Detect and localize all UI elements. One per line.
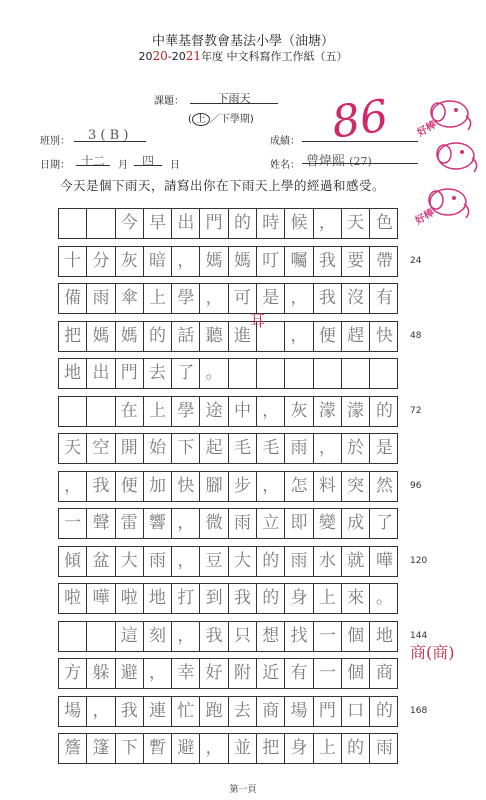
essay-cell: [59, 622, 87, 651]
essay-cell: 出: [87, 359, 115, 388]
essay-cell: 啦: [116, 584, 144, 613]
essay-cell: 幸: [172, 659, 200, 688]
worksheet-title: [0, 48, 486, 64]
essay-cell: 雷: [116, 509, 144, 538]
essay-cell: 雨: [229, 509, 257, 538]
essay-prompt: 今天是個下雨天，請寫出你在下雨天上學的經過和感受。: [60, 178, 386, 193]
essay-cell: ，: [201, 284, 229, 313]
essay-cell: ，: [201, 734, 229, 763]
essay-cell: 的: [257, 547, 285, 576]
class-label: 班別：: [40, 136, 70, 147]
essay-cell: 地: [144, 584, 172, 613]
essay-cell: 候: [285, 209, 313, 238]
essay-cell: 便: [116, 472, 144, 501]
essay-cell: ，: [285, 284, 313, 313]
essay-cell: 的: [229, 209, 257, 238]
essay-cell: 就: [342, 547, 370, 576]
essay-cell: 身: [285, 734, 313, 763]
essay-cell: 水: [314, 547, 342, 576]
date-day: 四: [134, 152, 162, 166]
essay-cell: 空: [87, 434, 115, 463]
topic-value: 下雨天: [190, 90, 278, 104]
essay-cell: 色: [375, 213, 393, 233]
essay-cell: ，: [285, 322, 313, 351]
essay-cell: 便: [314, 322, 342, 351]
essay-cell: 雨: [144, 547, 172, 576]
essay-cell: ，: [172, 247, 200, 276]
date-month: 十二: [76, 152, 110, 166]
essay-cell: 早: [144, 209, 172, 238]
essay-cell: 濛: [342, 397, 370, 426]
semester-line: ( 上 ／下學期): [188, 114, 254, 125]
word-count-label: 144: [410, 630, 428, 641]
word-count-label: 96: [410, 480, 422, 491]
essay-cell: 傾: [59, 547, 87, 576]
essay-cell: 天: [342, 209, 370, 238]
essay-cell: 一: [314, 659, 342, 688]
essay-cell: 上: [314, 584, 342, 613]
essay-cell: 媽: [201, 247, 229, 276]
essay-cell: 的: [144, 322, 172, 351]
teacher-correction: 商(商): [410, 643, 455, 662]
essay-row: [58, 733, 398, 764]
essay-cell: 門: [116, 359, 144, 388]
essay-cell: 只: [229, 622, 257, 651]
essay-cell: 商: [375, 663, 393, 683]
essay-cell: 豆: [201, 547, 229, 576]
essay-row: [58, 283, 398, 314]
essay-cell: 連: [144, 697, 172, 726]
essay-cell: 變: [314, 509, 342, 538]
page-footer: 第一頁: [229, 785, 257, 795]
essay-cell: 商: [257, 697, 285, 726]
essay-cell: 門: [314, 697, 342, 726]
essay-cell: 地: [59, 359, 87, 388]
date-label: 日期：: [40, 160, 70, 171]
essay-cell: 雨: [87, 284, 115, 313]
essay-cell: 想: [257, 622, 285, 651]
essay-cell: 了: [172, 359, 200, 388]
essay-cell: 分: [87, 247, 115, 276]
essay-cell: 響: [144, 509, 172, 538]
essay-row: [58, 546, 398, 577]
essay-cell: 立: [257, 509, 285, 538]
essay-cell: 我: [116, 697, 144, 726]
essay-cell: 途: [201, 397, 229, 426]
essay-cell: 到: [201, 584, 229, 613]
essay-cell: [285, 359, 313, 388]
essay-cell: [87, 209, 115, 238]
essay-cell: 話: [172, 322, 200, 351]
elephant-stamp-icon: [426, 134, 486, 182]
stamp-1-text: 好棒: [415, 119, 439, 139]
essay-cell: 十: [59, 247, 87, 276]
stamp-3: [414, 180, 474, 232]
essay-cell: 忙: [172, 697, 200, 726]
name-field: [302, 150, 418, 169]
essay-cell: 口: [342, 697, 370, 726]
essay-row: [58, 208, 398, 239]
class-value: 3 ( B ): [74, 128, 146, 142]
essay-cell: 上: [144, 284, 172, 313]
essay-cell: 中: [229, 397, 257, 426]
essay-cell: [257, 359, 285, 388]
essay-cell: 雨: [375, 738, 393, 758]
essay-cell: 簷: [59, 734, 87, 763]
essay-cell: 地: [375, 625, 393, 646]
essay-row: [58, 508, 398, 539]
essay-cell: 微: [201, 509, 229, 538]
essay-cell: 嘩: [87, 584, 115, 613]
essay-cell: 可: [229, 284, 257, 313]
essay-cell: 跑: [201, 697, 229, 726]
essay-cell: 叮: [257, 247, 285, 276]
essay-cell: 篷: [87, 734, 115, 763]
essay-cell: 躲: [87, 659, 115, 688]
essay-cell: 媽: [87, 322, 115, 351]
essay-cell: 盆: [87, 547, 115, 576]
essay-cell: 成: [342, 509, 370, 538]
essay-row: [58, 621, 398, 652]
essay-cell: 的: [375, 400, 393, 421]
score-label: 成績：: [270, 136, 300, 147]
year-end: 21: [185, 49, 202, 63]
essay-row: [58, 358, 398, 389]
score-mark: 86: [328, 90, 392, 149]
essay-cell: 個: [342, 622, 370, 651]
essay-cell: ，: [172, 509, 200, 538]
essay-cell: ，: [314, 434, 342, 463]
essay-cell: ，: [257, 472, 285, 501]
essay-cell: 。: [375, 588, 393, 608]
essay-cell: 暫: [144, 734, 172, 763]
essay-cell: ，: [257, 397, 285, 426]
essay-cell: 的: [375, 700, 393, 721]
essay-cell: 找: [285, 622, 313, 651]
essay-cell: 灰: [285, 397, 313, 426]
essay-cell: 了: [375, 513, 393, 533]
essay-cell: 我: [87, 472, 115, 501]
essay-cell: 聽: [201, 322, 229, 351]
essay-cell: 打: [172, 584, 200, 613]
essay-cell: 有: [375, 288, 393, 308]
essay-cell: 啦: [59, 584, 87, 613]
school-title: 中華基督教會基法小學（油塘）: [151, 34, 334, 49]
essay-cell: 即: [285, 509, 313, 538]
essay-cell: 好: [201, 659, 229, 688]
stamp-2: [426, 134, 486, 186]
year-start: 20: [152, 49, 168, 63]
essay-cell: 天: [59, 434, 87, 463]
essay-cell: [87, 622, 115, 651]
semester-rest: ／下學期: [209, 114, 250, 125]
essay-cell: 聲: [87, 509, 115, 538]
essay-cell: ，: [59, 472, 87, 501]
essay-cell: 帶: [375, 250, 393, 271]
essay-cell: ，: [144, 659, 172, 688]
essay-cell: 我: [314, 247, 342, 276]
essay-cell: 毛: [257, 434, 285, 463]
essay-cell: 始: [144, 434, 172, 463]
essay-row: [58, 396, 398, 427]
student-number: (27): [349, 155, 372, 168]
essay-cell: 毛: [229, 434, 257, 463]
essay-cell: 避: [116, 659, 144, 688]
essay-cell: 是: [375, 438, 393, 458]
essay-cell: 我: [229, 584, 257, 613]
essay-cell: 一: [314, 622, 342, 651]
topic-label: 課題：: [154, 96, 184, 107]
name-value: 曾煒熙: [306, 154, 346, 169]
essay-cell: 在: [116, 397, 144, 426]
essay-cell: 去: [229, 697, 257, 726]
essay-cell: 場: [285, 697, 313, 726]
essay-row: [58, 246, 398, 277]
year-suffix: 年度 中文科寫作工作紙（五）: [201, 50, 348, 63]
essay-cell: 雨: [285, 547, 313, 576]
essay-cell: 今: [116, 209, 144, 238]
word-count-label: 24: [410, 255, 422, 266]
essay-cell: 的: [257, 584, 285, 613]
essay-cell: [370, 359, 398, 388]
essay-cell: 進: [229, 322, 257, 351]
essay-row: [58, 696, 398, 727]
word-count-label: 72: [410, 405, 422, 416]
essay-cell: 把: [59, 322, 87, 351]
essay-cell: 我: [201, 622, 229, 651]
essay-cell: 加: [144, 472, 172, 501]
essay-cell: 濛: [314, 397, 342, 426]
year-prefix: 20: [138, 50, 153, 63]
essay-cell: 料: [314, 472, 342, 501]
essay-cell: 場: [59, 697, 87, 726]
essay-cell: 囑: [285, 247, 313, 276]
essay-row: [58, 583, 398, 614]
essay-cell: 大: [116, 547, 144, 576]
class-num: 3: [88, 128, 97, 143]
essay-cell: 是: [257, 284, 285, 313]
essay-cell: 來: [342, 584, 370, 613]
essay-cell: 。: [201, 359, 229, 388]
essay-cell: ，: [87, 697, 115, 726]
class-letter: B: [109, 128, 120, 143]
essay-cell: 去: [144, 359, 172, 388]
name-label: 姓名：: [270, 160, 300, 171]
essay-cell: 大: [229, 547, 257, 576]
essay-cell: 身: [285, 584, 313, 613]
stamp-3-text: 好棒: [413, 207, 437, 227]
essay-cell: 有: [285, 659, 313, 688]
teacher-insert-mark: 耳: [250, 312, 266, 330]
essay-cell: 快: [172, 472, 200, 501]
essay-cell: 出: [172, 209, 200, 238]
essay-cell: 近: [257, 659, 285, 688]
essay-cell: 刻: [144, 622, 172, 651]
month-word: 月: [118, 160, 128, 171]
essay-cell: [59, 397, 87, 426]
essay-cell: 這: [116, 622, 144, 651]
essay-cell: 避: [172, 734, 200, 763]
essay-cell: 時: [257, 209, 285, 238]
essay-cell: 開: [116, 434, 144, 463]
essay-cell: 把: [257, 734, 285, 763]
essay-cell: 學: [172, 284, 200, 313]
essay-cell: 附: [229, 659, 257, 688]
essay-cell: 上: [314, 734, 342, 763]
essay-cell: 的: [342, 734, 370, 763]
essay-cell: ，: [172, 622, 200, 651]
essay-cell: 步: [229, 472, 257, 501]
semester-upper: 上: [192, 113, 210, 126]
essay-cell: 快: [375, 325, 393, 346]
essay-row: [58, 471, 398, 502]
essay-cell: 嘩: [375, 550, 393, 571]
year-mid: -20: [167, 50, 186, 63]
word-count-label: 48: [410, 330, 422, 341]
word-count-label: 168: [410, 705, 428, 716]
essay-row: [58, 658, 398, 689]
essay-cell: 方: [59, 659, 87, 688]
essay-cell: 雨: [285, 434, 313, 463]
essay-cell: [314, 359, 342, 388]
essay-cell: [59, 209, 87, 238]
essay-row: [58, 321, 398, 352]
essay-cell: 下: [116, 734, 144, 763]
essay-cell: 備: [59, 284, 87, 313]
day-word: 日: [170, 160, 180, 171]
essay-cell: 門: [201, 209, 229, 238]
essay-cell: 突: [342, 472, 370, 501]
essay-cell: 灰: [116, 247, 144, 276]
essay-cell: 沒: [342, 284, 370, 313]
essay-cell: 並: [229, 734, 257, 763]
essay-cell: 暗: [144, 247, 172, 276]
essay-cell: [342, 359, 370, 388]
essay-cell: 上: [144, 397, 172, 426]
essay-cell: 要: [342, 247, 370, 276]
word-count-label: 120: [410, 555, 428, 566]
essay-cell: ，: [172, 547, 200, 576]
essay-cell: 腳: [201, 472, 229, 501]
essay-cell: 怎: [285, 472, 313, 501]
essay-row: [58, 433, 398, 464]
essay-cell: 一: [59, 509, 87, 538]
essay-cell: 學: [172, 397, 200, 426]
essay-cell: 媽: [116, 322, 144, 351]
essay-cell: 個: [342, 659, 370, 688]
essay-cell: [229, 359, 257, 388]
essay-cell: 媽: [229, 247, 257, 276]
essay-cell: 趕: [342, 322, 370, 351]
essay-cell: 然: [375, 475, 393, 496]
essay-cell: 於: [342, 434, 370, 463]
essay-cell: 傘: [116, 284, 144, 313]
essay-cell: 起: [201, 434, 229, 463]
essay-cell: [87, 397, 115, 426]
essay-cell: 我: [314, 284, 342, 313]
essay-cell: 下: [172, 434, 200, 463]
essay-cell: ，: [314, 209, 342, 238]
